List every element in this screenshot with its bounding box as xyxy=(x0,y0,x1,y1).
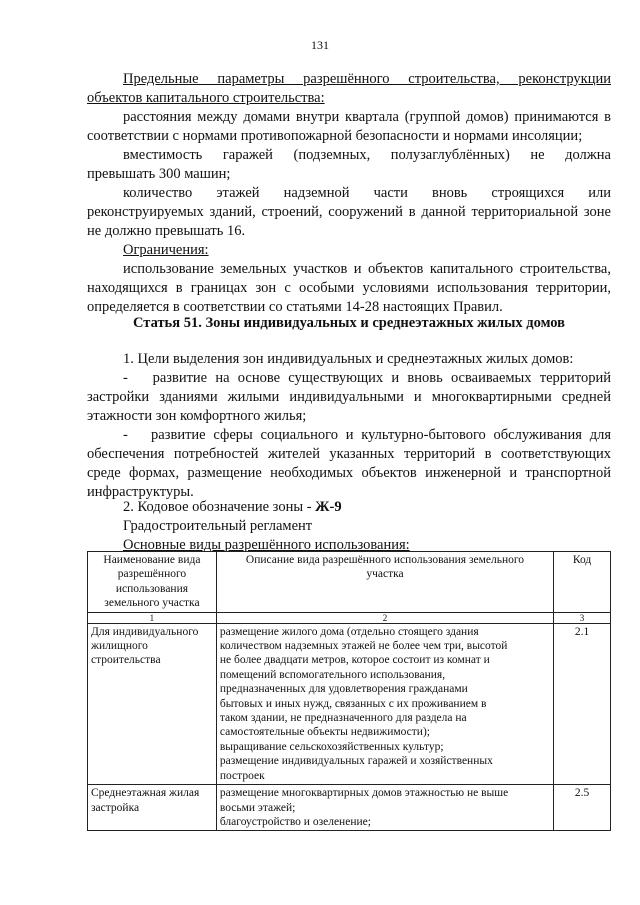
column-number: 3 xyxy=(554,612,611,623)
use-desc-line: построек xyxy=(219,769,265,782)
use-desc-line: благоустройство и озеленение; xyxy=(219,815,371,828)
permitted-uses-table xyxy=(87,551,611,831)
use-desc-line: таком здании, не предназначенного для раздела на xyxy=(219,712,467,725)
column-number: 1 xyxy=(88,612,217,623)
column-number-row xyxy=(88,612,611,623)
use-desc-line: помещений вспомогательного использования, xyxy=(219,668,446,681)
use-desc-line: количеством надземных этажей не более чем три, высотой xyxy=(219,640,508,653)
restrictions-line2: находящихся в границах зон с особыми условиями использования территории, xyxy=(87,280,611,296)
use-desc-line: восьми этажей; xyxy=(219,801,296,814)
goal1-line2: застройки зданиями жилыми индивидуальными и многоквартирными средней xyxy=(87,389,611,405)
goal1-line3: этажности зон комфортного жилья; xyxy=(87,408,307,424)
use-desc-line: выращивание сельскохозяйственных культур; xyxy=(219,740,444,753)
use-name-line: Среднеэтажная жилая xyxy=(91,787,200,800)
floors-line1: количество этажей надземной части вновь строящихся или xyxy=(123,185,611,201)
page-number: 131 xyxy=(311,38,329,52)
header-desc-cell xyxy=(216,552,553,613)
main-uses-title: Основные виды разрешённого использования: xyxy=(123,537,410,553)
use-desc-cell xyxy=(216,623,553,784)
use-desc-line: бытовых и иных нужд, связанных с их проживанием в xyxy=(219,697,487,710)
goal1-line1: - развитие на основе существующих и вновь осваиваемых территорий xyxy=(123,370,611,386)
use-desc-line: не более двадцати метров, которое состоит из комнат и xyxy=(219,654,490,667)
regulation-title: Градостроительный регламент xyxy=(123,518,313,534)
use-name-line: Для индивидуального xyxy=(91,625,199,638)
use-code-cell: 2.1 xyxy=(554,623,611,784)
zone-code-line xyxy=(87,498,611,517)
header-name-cell xyxy=(88,552,217,613)
use-desc-cell xyxy=(216,785,553,831)
use-name-line: жилищного xyxy=(91,640,148,653)
column-number: 2 xyxy=(216,612,553,623)
zone-code-label: 2. Кодовое обозначение зоны - xyxy=(123,499,316,515)
limits-title-line2: объектов капитального строительства: xyxy=(87,90,325,106)
header-name-line: земельного участка xyxy=(104,597,200,610)
limits-title-line1: Предельные параметры разрешённого строительства, реконструкции xyxy=(123,71,611,87)
use-code-cell: 2.5 xyxy=(554,785,611,831)
header-desc-line: Описание вида разрешённого использования земельного xyxy=(245,554,525,566)
zone-code-value: Ж-9 xyxy=(315,499,342,515)
use-name-cell xyxy=(88,785,217,831)
garage-line2: превышать 300 машин; xyxy=(87,166,231,182)
table-header-row xyxy=(88,552,611,613)
header-code-cell: Код xyxy=(554,552,611,613)
limits-section xyxy=(87,70,611,317)
distance-line1: расстояния между домами внутри квартала (группой домов) принимаются в xyxy=(123,109,611,125)
header-name-line: разрешённого xyxy=(117,568,187,581)
header-name-line: Наименование вида xyxy=(103,554,201,566)
use-desc-line: размещение жилого дома (отдельно стоящего здания xyxy=(219,625,479,638)
goal2-line4: инфраструктуры. xyxy=(87,484,194,500)
header-desc-line: участка xyxy=(366,568,404,581)
restrictions-line1: использование земельных участков и объектов капитального строительства, xyxy=(123,261,611,277)
table-row xyxy=(88,623,611,784)
goal2-line1: - развитие сферы социального и культурно-бытового обслуживания для xyxy=(123,427,611,443)
header-name-line: использования xyxy=(115,582,189,595)
floors-line3: не должно превышать 16. xyxy=(87,223,246,239)
table-row xyxy=(88,785,611,831)
goals-section xyxy=(87,350,611,502)
restrictions-line3: определяется в соответствии со статьями 14-28 настоящих Правил. xyxy=(87,299,503,315)
article-heading: Статья 51. Зоны индивидуальных и среднеэтажных жилых домов xyxy=(132,315,566,331)
garage-line1: вместимость гаражей (подземных, полузаглублённых) не должна xyxy=(123,147,611,163)
use-name-line: застройка xyxy=(91,801,140,814)
zone-code-section xyxy=(87,498,611,555)
distance-line2: соответствии с нормами противопожарной безопасности и нормами инсоляции; xyxy=(87,128,583,144)
goals-title: 1. Цели выделения зон индивидуальных и среднеэтажных жилых домов: xyxy=(123,351,574,367)
goal2-line2: обеспечения потребностей жителей указанных территорий в соответствующих xyxy=(87,446,611,462)
use-name-cell xyxy=(88,623,217,784)
use-name-line: строительства xyxy=(91,654,161,667)
restrictions-title: Ограничения: xyxy=(123,242,209,258)
use-desc-line: размещение индивидуальных гаражей и хозяйственных xyxy=(219,755,493,768)
use-desc-line: предназначенных для удовлетворения гражданами xyxy=(219,683,468,696)
use-desc-line: размещение многоквартирных домов этажностью не выше xyxy=(219,787,509,800)
goal2-line3: среде формах, размещение необходимых объектов инженерной и транспортной xyxy=(87,465,611,481)
floors-line2: реконструируемых зданий, строений, сооружений в данной территориальной зоне xyxy=(87,204,611,220)
use-desc-line: самостоятельные объекты недвижимости); xyxy=(219,726,430,739)
